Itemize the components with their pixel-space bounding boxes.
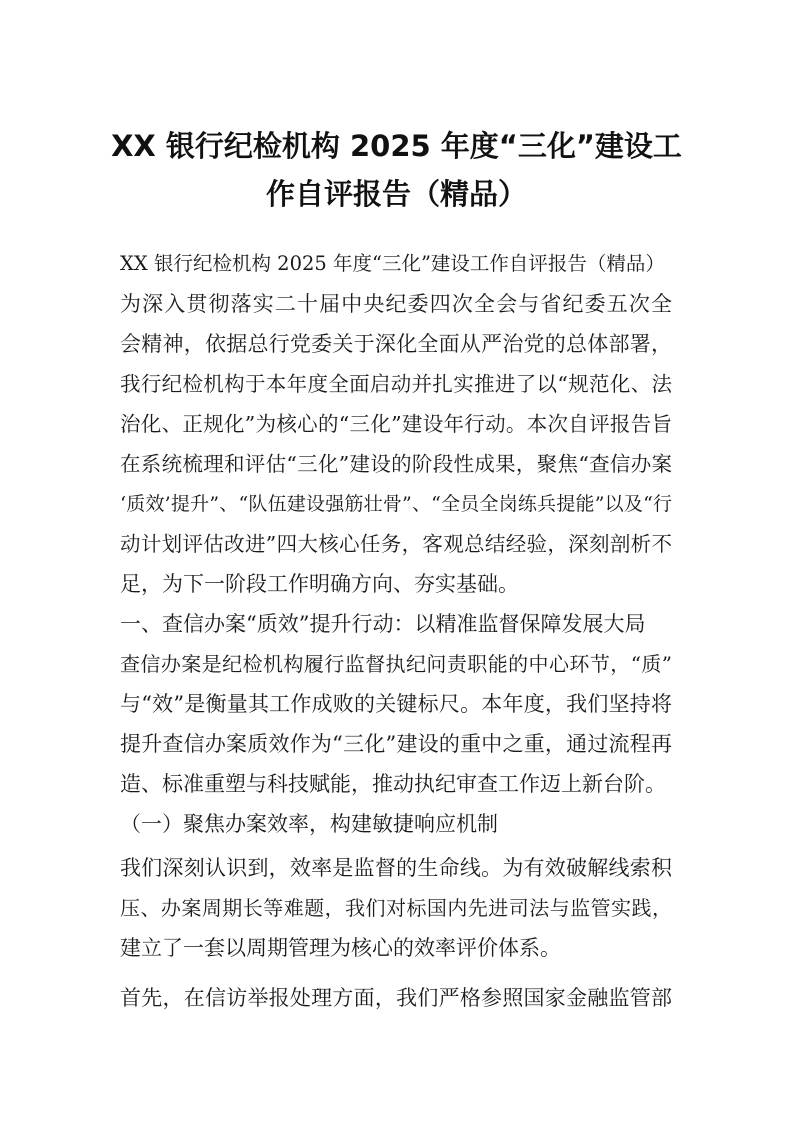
body-line: 建立了一套以周期管理为核心的效率评价体系。 bbox=[120, 936, 561, 960]
body-line: 造、标准重塑与科技赋能，推动执纪审查工作迈上新台阶。 bbox=[120, 772, 666, 796]
body-line: 动计划评估改进”四大核心任务，客观总结经验，深刻剖析不 bbox=[120, 532, 672, 556]
body-line: 治化、正规化”为核心的“三化”建设年行动。本次自评报告旨 bbox=[120, 412, 672, 436]
body-line: 会精神，依据总行党委关于深化全面从严治党的总体部署， bbox=[120, 332, 672, 356]
body-line: 为深入贯彻落实二十届中央纪委四次全会与省纪委五次全 bbox=[120, 292, 672, 316]
subsection-heading: （一）聚焦办案效率，构建敏捷响应机制 bbox=[120, 812, 498, 836]
body-line: 查信办案是纪检机构履行监督执纪问责职能的中心环节，“质” bbox=[120, 652, 672, 676]
body-line: 与“效”是衡量其工作成败的关键标尺。本年度，我们坚持将 bbox=[120, 692, 672, 716]
body-line: 我们深刻认识到，效率是监督的生命线。为有效破解线索积 bbox=[120, 856, 672, 880]
section-heading: 一、查信办案“质效”提升行动：以精准监督保障发展大局 bbox=[120, 612, 646, 636]
body-line: 在系统梳理和评估“三化”建设的阶段性成果，聚焦“查信办案 bbox=[120, 452, 672, 476]
document-title-line-2: 作自评报告（精品） bbox=[265, 177, 527, 211]
body-line: XX 银行纪检机构 2025 年度“三化”建设工作自评报告（精品） bbox=[120, 252, 665, 275]
document-title-line-1: XX 银行纪检机构 2025 年度“三化”建设工 bbox=[111, 129, 682, 163]
body-line: 提升查信办案质效作为“三化”建设的重中之重，通过流程再 bbox=[120, 732, 672, 756]
body-line: 足，为下一阶段工作明确方向、夯实基础。 bbox=[120, 572, 519, 596]
body-line: 首先，在信访举报处理方面，我们严格参照国家金融监管部 bbox=[120, 986, 672, 1010]
body-line: 压、办案周期长等难题，我们对标国内先进司法与监管实践， bbox=[120, 896, 672, 920]
body-line: 我行纪检机构于本年度全面启动并扎实推进了以“规范化、法 bbox=[120, 372, 672, 396]
body-line: ‘质效’提升”、“队伍建设强筋壮骨”、“全员全岗练兵提能”以及“行 bbox=[120, 493, 672, 515]
